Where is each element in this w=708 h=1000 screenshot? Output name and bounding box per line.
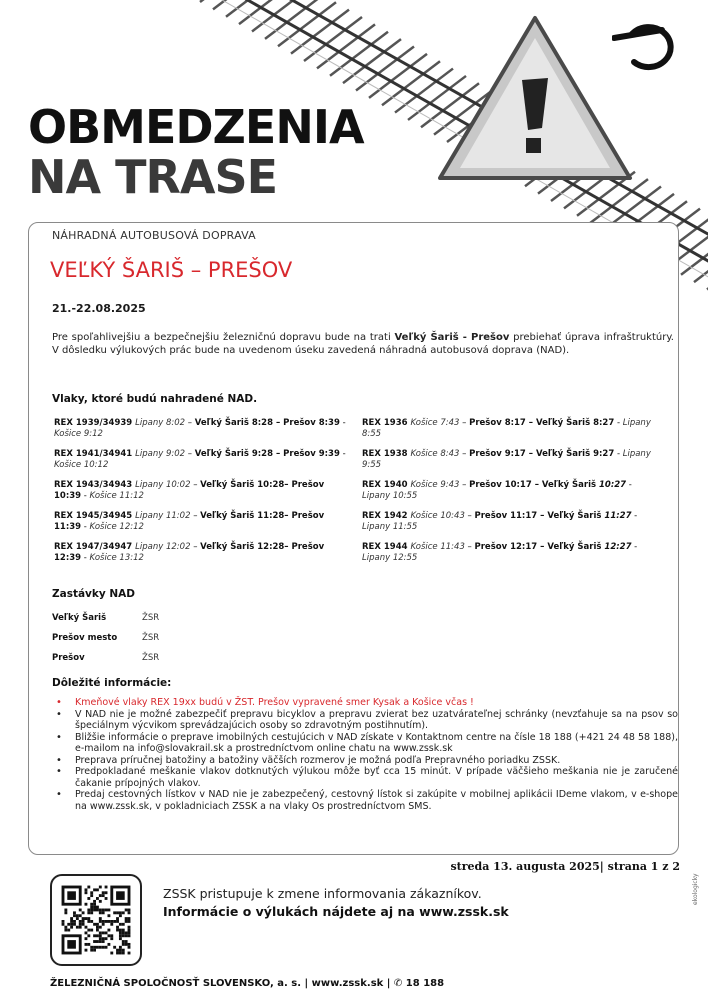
train-entry: REX 1943/34943 Lipany 10:02 – Veľký Šariš 10:28– Prešov 10:39 - Košice 11:12 <box>54 480 325 501</box>
info-line-1: ZSSK pristupuje k zmene informovania zákazníkov. <box>163 886 482 901</box>
info-bullet: • Predaj cestovných lístkov v NAD nie je zabezpečený, cestovný lístok si zakúpite v mobilnej aplikácii IDeme vlakom, v e-shope na www.zssk.sk, v pokladniciach ZSSK a na vlaky Os prostredníctvom SMS. <box>52 789 678 812</box>
important-list <box>52 697 678 812</box>
stop-row <box>52 653 159 673</box>
important-heading: Dôležité informácie: <box>52 677 172 689</box>
zssk-logo-icon <box>612 22 686 72</box>
info-line-2: Informácie o výlukách nájdete aj na www.zssk.sk <box>163 904 509 919</box>
stop-operator: ŽSR <box>142 613 160 623</box>
info-bullet: • Preprava príručnej batožiny a batožiny väčších rozmerov je možná podľa Prepravného poriadku ZSSK. <box>52 755 678 767</box>
footer-company: ŽELEZNIČNÁ SPOLOČNOSŤ SLOVENSKO, a. s. | www.zssk.sk | ✆ 18 188 <box>50 978 445 989</box>
intro-segment: prebiehať úprava infraštruktúry. V dôsledku výlukových prác bude na uvedenom úseku zavedená náhradná autobusová doprava (NAD). <box>52 332 674 356</box>
train-entry: REX 1947/34947 Lipany 12:02 – Veľký Šariš 12:28– Prešov 12:39 - Košice 13:12 <box>54 542 325 563</box>
page-title-line2: NA TRASE <box>28 150 278 204</box>
intro-paragraph <box>52 332 674 357</box>
stops-heading: Zastávky NAD <box>52 588 136 600</box>
train-entry: REX 1938 Košice 8:43 – Prešov 9:17 – Veľký Šariš 9:27 - Lipany 9:55 <box>362 449 651 470</box>
stop-operator: ŽSR <box>142 653 160 663</box>
stop-row <box>52 613 159 633</box>
info-bullet: • V NAD nie je možné zabezpečiť prepravu bicyklov a prepravu zvierat bez uzatvárateľnej schránky (nevzťahuje sa na psov so špeciálnym výcvikom sprevádzajúcich osoby so zdravotným postihnutím). <box>52 709 678 732</box>
stop-operator: ŽSR <box>142 633 160 643</box>
page-title-line1: OBMEDZENIA <box>28 100 364 154</box>
trains-column-right <box>362 418 654 573</box>
intro-segment: Veľký Šariš - Prešov <box>394 332 510 343</box>
info-bullet: • Kmeňové vlaky REX 19xx budú v ŽST. Prešov vypravené smer Kysak a Košice včas ! <box>52 697 678 709</box>
closure-date: 21.-22.08.2025 <box>52 302 146 315</box>
stop-name: Prešov mesto <box>52 633 118 643</box>
trains-heading: Vlaky, ktoré budú nahradené NAD. <box>52 393 258 405</box>
train-entry: REX 1944 Košice 11:43 – Prešov 12:17 – Veľký Šariš 12:27 - Lipany 12:55 <box>362 542 638 563</box>
info-bullet: • Predpokladané meškanie vlakov dotknutých výlukou môže byť cca 15 minút. V prípade väčšieho meškania nie je zaručené čakanie prípojných vlakov. <box>52 766 678 789</box>
stop-row <box>52 633 159 653</box>
train-entry: REX 1945/34945 Lipany 11:02 – Veľký Šariš 11:28– Prešov 11:39 - Košice 12:12 <box>54 511 325 532</box>
eco-note: ekologicky <box>692 873 699 905</box>
train-entry: REX 1939/34939 Lipany 8:02 – Veľký Šariš 8:28 – Prešov 8:39 - Košice 9:12 <box>54 418 346 439</box>
qr-code-icon <box>50 874 142 966</box>
route-title: VEĽKÝ ŠARIŠ – PREŠOV <box>50 258 293 282</box>
train-entry: REX 1941/34941 Lipany 9:02 – Veľký Šariš 9:28 – Prešov 9:39 - Košice 10:12 <box>54 449 346 470</box>
info-bullet: • Bližšie informácie o preprave imobilných cestujúcich v NAD získate v Kontaktnom centre na čísle 18 188 (+421 24 48 58 188), e-mailom na info@slovakrail.sk a prostredníctvom online chatu na www.zssk.sk <box>52 732 678 755</box>
trains-column-left <box>54 418 346 573</box>
train-entry: REX 1936 Košice 7:43 – Prešov 8:17 – Veľký Šariš 8:27 - Lipany 8:55 <box>362 418 651 439</box>
intro-segment: Pre spoľahlivejšiu a bezpečnejšiu železničnú dopravu bude na trati <box>52 332 395 343</box>
notice-kicker: NÁHRADNÁ AUTOBUSOVÁ DOPRAVA <box>52 229 256 242</box>
train-entry: REX 1940 Košice 9:43 – Prešov 10:17 – Veľký Šariš 10:27 - Lipany 10:55 <box>362 480 632 501</box>
train-entry: REX 1942 Košice 10:43 – Prešov 11:17 – Veľký Šariš 11:27 - Lipany 11:55 <box>362 511 638 532</box>
stops-table <box>52 613 159 673</box>
page-info: streda 13. augusta 2025| strana 1 z 2 <box>450 860 680 873</box>
stop-name: Veľký Šariš <box>52 613 107 623</box>
stop-name: Prešov <box>52 653 85 663</box>
